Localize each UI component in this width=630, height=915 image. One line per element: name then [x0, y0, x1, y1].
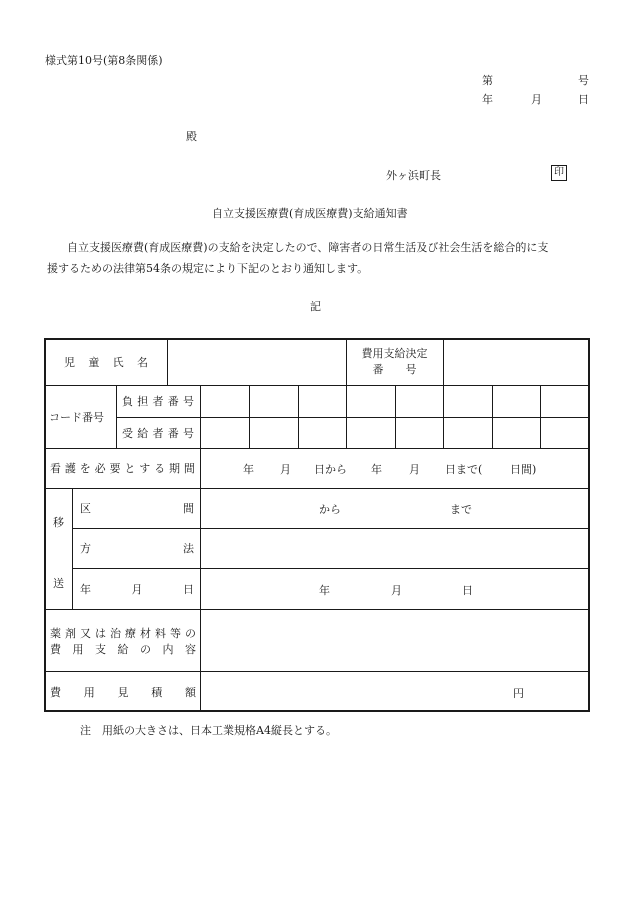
char: は	[95, 627, 106, 640]
document-no-suffix: 号	[578, 74, 589, 87]
decision-number-label-line1: 費用支給決定	[361, 346, 428, 360]
period-month-2: 月	[409, 463, 420, 476]
drug-label-line-1	[50, 626, 196, 640]
date-month: 月	[531, 93, 542, 106]
char: 負	[122, 395, 133, 408]
char: 給	[137, 426, 149, 440]
char: の	[140, 643, 151, 656]
date-year: 年	[482, 93, 493, 106]
digit-divider	[346, 385, 347, 448]
char: 支	[95, 643, 106, 656]
document-title: 自立支援医療費(育成医療費)支給通知書	[212, 207, 408, 220]
char: 氏	[112, 355, 124, 369]
addressee-suffix: 殿	[186, 130, 197, 143]
char: 号	[183, 395, 194, 408]
char: 童	[88, 355, 100, 369]
char: 用	[72, 643, 84, 656]
char: 間	[183, 502, 194, 515]
payer-number-label	[122, 385, 194, 417]
label-year: 年	[80, 582, 91, 596]
char: 看	[50, 462, 61, 475]
column-divider	[200, 385, 201, 712]
document-no-prefix: 第	[482, 74, 493, 87]
char: 内	[162, 643, 174, 656]
char: 費	[50, 643, 61, 656]
section-to: まで	[450, 503, 472, 516]
char: 必	[94, 462, 106, 475]
char: 費	[50, 685, 61, 699]
digit-divider	[540, 385, 541, 448]
recipient-number-label	[122, 417, 194, 448]
decision-number-label-line2: 番 号	[372, 362, 417, 376]
period-day-from: 日から	[314, 463, 347, 476]
char: 児	[64, 355, 75, 369]
form-number: 様式第10号(第8条関係)	[45, 54, 163, 67]
period-year-1: 年	[243, 463, 254, 476]
transfer-date-day: 日	[462, 584, 473, 597]
char: 者	[152, 426, 164, 440]
column-divider	[116, 385, 117, 448]
char: 材	[140, 627, 151, 640]
char: の	[185, 627, 196, 640]
transfer-date-year: 年	[319, 584, 330, 597]
char: 薬	[50, 627, 61, 640]
digit-divider	[492, 385, 493, 448]
char: 者	[152, 395, 164, 408]
char: 期	[169, 462, 180, 475]
column-divider	[72, 488, 73, 609]
seal-mark: 印	[551, 165, 567, 181]
body-line-2: 援するための法律第54条の規定により下記のとおり通知します。	[47, 262, 369, 275]
char: 名	[136, 355, 148, 369]
char: る	[154, 462, 166, 475]
period-month-1: 月	[280, 463, 291, 476]
char: 番	[167, 426, 179, 440]
code-number-label: コード番号	[49, 410, 104, 424]
decision-number-label	[346, 338, 443, 385]
char: 料	[155, 627, 166, 640]
char: 又	[80, 627, 91, 640]
char: 治	[110, 627, 121, 640]
char: 間	[183, 462, 195, 475]
char: 用	[83, 685, 95, 699]
char: 剤	[65, 627, 76, 640]
cost-estimate-label	[50, 671, 196, 712]
char: 積	[151, 685, 163, 699]
char: 療	[125, 627, 136, 640]
char: 方	[80, 542, 91, 555]
char: を	[79, 462, 91, 475]
period-day-until: 日まで(	[445, 463, 483, 476]
char: 要	[109, 462, 121, 475]
section-label	[80, 488, 194, 528]
nursing-period-label	[50, 448, 195, 488]
column-divider	[443, 338, 444, 385]
char: 番	[167, 395, 179, 408]
char: と	[124, 462, 136, 475]
issuer: 外ヶ浜町長	[386, 169, 441, 182]
yen-unit: 円	[513, 687, 524, 700]
char: 給	[117, 643, 129, 656]
transfer-label-2: 送	[53, 577, 64, 590]
transfer-date-label	[80, 568, 194, 609]
ki-label: 記	[310, 300, 321, 313]
label-day: 日	[183, 582, 194, 596]
row-divider	[44, 609, 590, 610]
label-month: 月	[131, 582, 143, 596]
body-line-1: 自立支援医療費(育成医療費)の支給を決定したので、障害者の日常生活及び社会生活を総合的に支	[67, 241, 549, 254]
digit-divider	[395, 385, 396, 448]
char: 区	[80, 502, 91, 515]
char: 法	[183, 542, 194, 555]
transfer-label-1: 移	[53, 516, 64, 529]
char: 等	[170, 627, 181, 640]
digit-divider	[443, 385, 444, 448]
child-name-label	[64, 338, 148, 385]
method-label	[80, 528, 194, 568]
period-year-2: 年	[371, 463, 382, 476]
char: 見	[117, 685, 129, 699]
drug-label-line-2	[50, 642, 196, 656]
char: す	[139, 462, 151, 475]
date-day: 日	[578, 93, 589, 106]
column-divider	[167, 338, 168, 385]
char: 護	[64, 462, 76, 475]
char: 担	[137, 395, 149, 408]
period-days-close: 日間)	[510, 463, 537, 476]
digit-divider	[249, 385, 250, 448]
char: 号	[183, 426, 194, 440]
section-from: から	[319, 503, 341, 516]
char: 容	[185, 643, 196, 656]
footnote: 注 用紙の大きさは、日本工業規格A4縦長とする。	[80, 724, 337, 737]
char: 額	[185, 685, 196, 699]
char: 受	[122, 426, 133, 440]
transfer-date-month: 月	[391, 584, 402, 597]
digit-divider	[298, 385, 299, 448]
